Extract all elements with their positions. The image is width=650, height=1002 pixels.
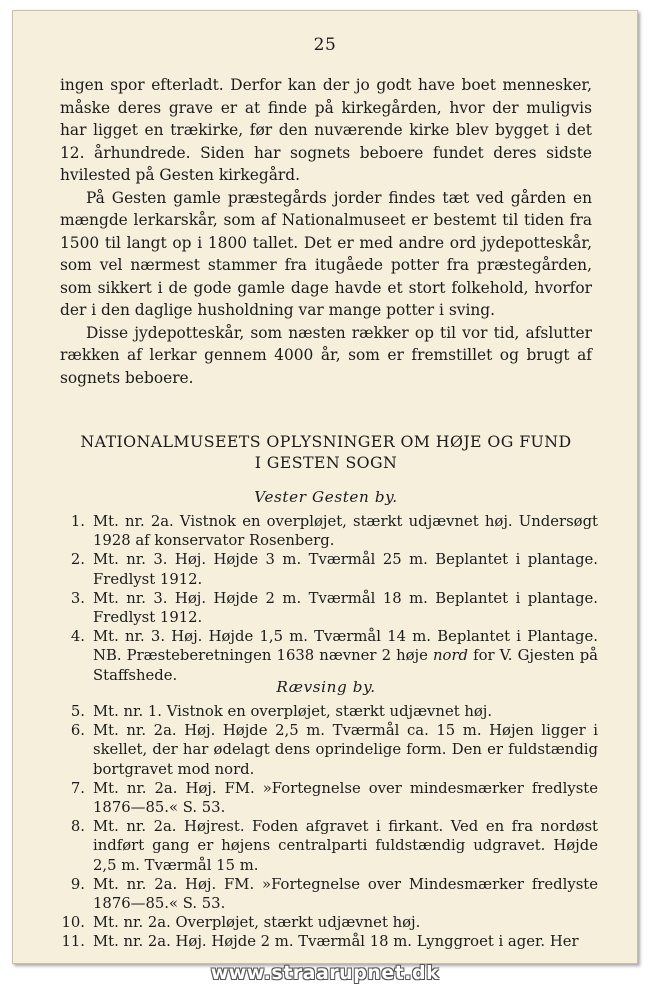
item-number: 6. [70,722,85,740]
heading-line-1: NATIONALMUSEETS OPLYSNINGER OM HØJE OG FUND [80,432,572,451]
page-number: 25 [313,35,337,55]
list-item [53,779,598,817]
item-text: Mt. nr. 2a. Høj. FM. »Fortegnelse over mindesmærker fredlyste 1876—85.« S. 53. [93,779,598,817]
item-number: 2. [70,551,85,569]
body-text [60,74,592,389]
item-number: 4. [70,628,85,646]
book-page [12,10,638,964]
heading-line-2: I GESTEN SOGN [254,453,398,472]
list-item [53,512,598,550]
item-text: Mt. nr. 1. Vistnok en overpløjet, stærkt udjævnet høj. [93,703,493,720]
item-number: 5. [70,703,85,720]
watermark-link[interactable]: www.straarupnet.dk [210,962,440,984]
list-item [53,702,598,721]
item-text: Mt. nr. 2a. Overpløjet, stærkt udjævnet høj. [93,914,421,932]
section-title-vester-gesten: Vester Gesten by. [254,488,398,506]
list-item [53,589,598,627]
item-text: Mt. nr. 2a. Høj. Højde 2,5 m. Tværmål ca. 15 m. Højen ligger i skellet, der har ødelagt dens oprindelige form. Den er fuldstændig bortgravet mod nord. [93,722,598,778]
list-item [53,627,598,685]
list-vester-gesten [53,512,598,685]
item-text-emphasis: nord [433,647,468,665]
list-item [53,913,598,932]
item-number: 1. [70,513,85,530]
list-raevsing [53,702,598,952]
item-text: Mt. nr. 2a. Høj. Højde 2 m. Tværmål 18 m. Lynggroet i ager. Her [93,933,579,951]
item-text-part: for V. Gjesten på Staffshede. [93,647,598,684]
item-text [93,627,598,685]
list-item [53,721,598,779]
list-item [53,550,598,588]
item-number: 7. [70,779,85,797]
section-heading [43,431,609,473]
item-text: Mt. nr. 2a. Højrest. Foden afgravet i firkant. Ved en fra nordøst indført gang er højens centralparti fuldstændig udgravet. Højde 2,5 m. Tværmål 15 m. [93,818,598,874]
item-text: Mt. nr. 2a. Høj. FM. »Fortegnelse over Mindesmærker fredlyste 1876—85.« S. 53. [93,875,598,913]
list-item [53,817,598,875]
paragraph-2: På Gesten gamle præstegårds jorder findes tæt ved gården en mængde lerkarskår, som af Nationalmuseet er bestemt til tiden fra 1500 til langt op i 1800 tallet. Det er med andre ord jydepotteskår, som vel nærmest stammer fra itugåede potter fra præstegården, som sikkert i de gode gamle dage havde et stort folkehold, hvorfor der i den daglige husholdning var mange potter i sving. [60,188,592,319]
item-number: 10. [61,914,85,932]
item-number: 3. [70,589,85,607]
item-text-part: Mt. nr. 3. Høj. Højde 1,5 m. Tværmål 14 m. Beplantet i Plantage. NB. Præsteberetningen 1638 nævner 2 høje [93,628,598,665]
list-item [53,875,598,913]
item-text: Mt. nr. 2a. Vistnok en overpløjet, stærkt udjævnet høj. Undersøgt 1928 af konservator Rosenberg. [93,513,598,550]
list-item [53,932,598,951]
paragraph-3: Disse jydepotteskår, som næsten rækker op til vor tid, afslutter rækken af lerkar gennem 4000 år, som er fremstillet og brugt af sognets beboere. [60,323,592,387]
item-number: 11. [61,933,85,951]
paragraph-1: ingen spor efterladt. Derfor kan der jo godt have boet mennesker, måske deres grave er at finde på kirkegården, hvor der muligvis har ligget en trækirke, før den nuværende kirke blev bygget i det 12. århundrede. Siden har sognets beboere fundet deres sidste hvilested på Gesten kirkegård. [60,76,592,184]
item-text: Mt. nr. 3. Høj. Højde 2 m. Tværmål 18 m. Beplantet i plantage. Fredlyst 1912. [93,589,598,627]
item-number: 8. [70,818,85,836]
section-title-raevsing: Rævsing by. [276,678,376,696]
item-text: Mt. nr. 3. Høj. Højde 3 m. Tværmål 25 m. Beplantet i plantage. Fredlyst 1912. [93,551,598,588]
item-number: 9. [70,875,85,893]
